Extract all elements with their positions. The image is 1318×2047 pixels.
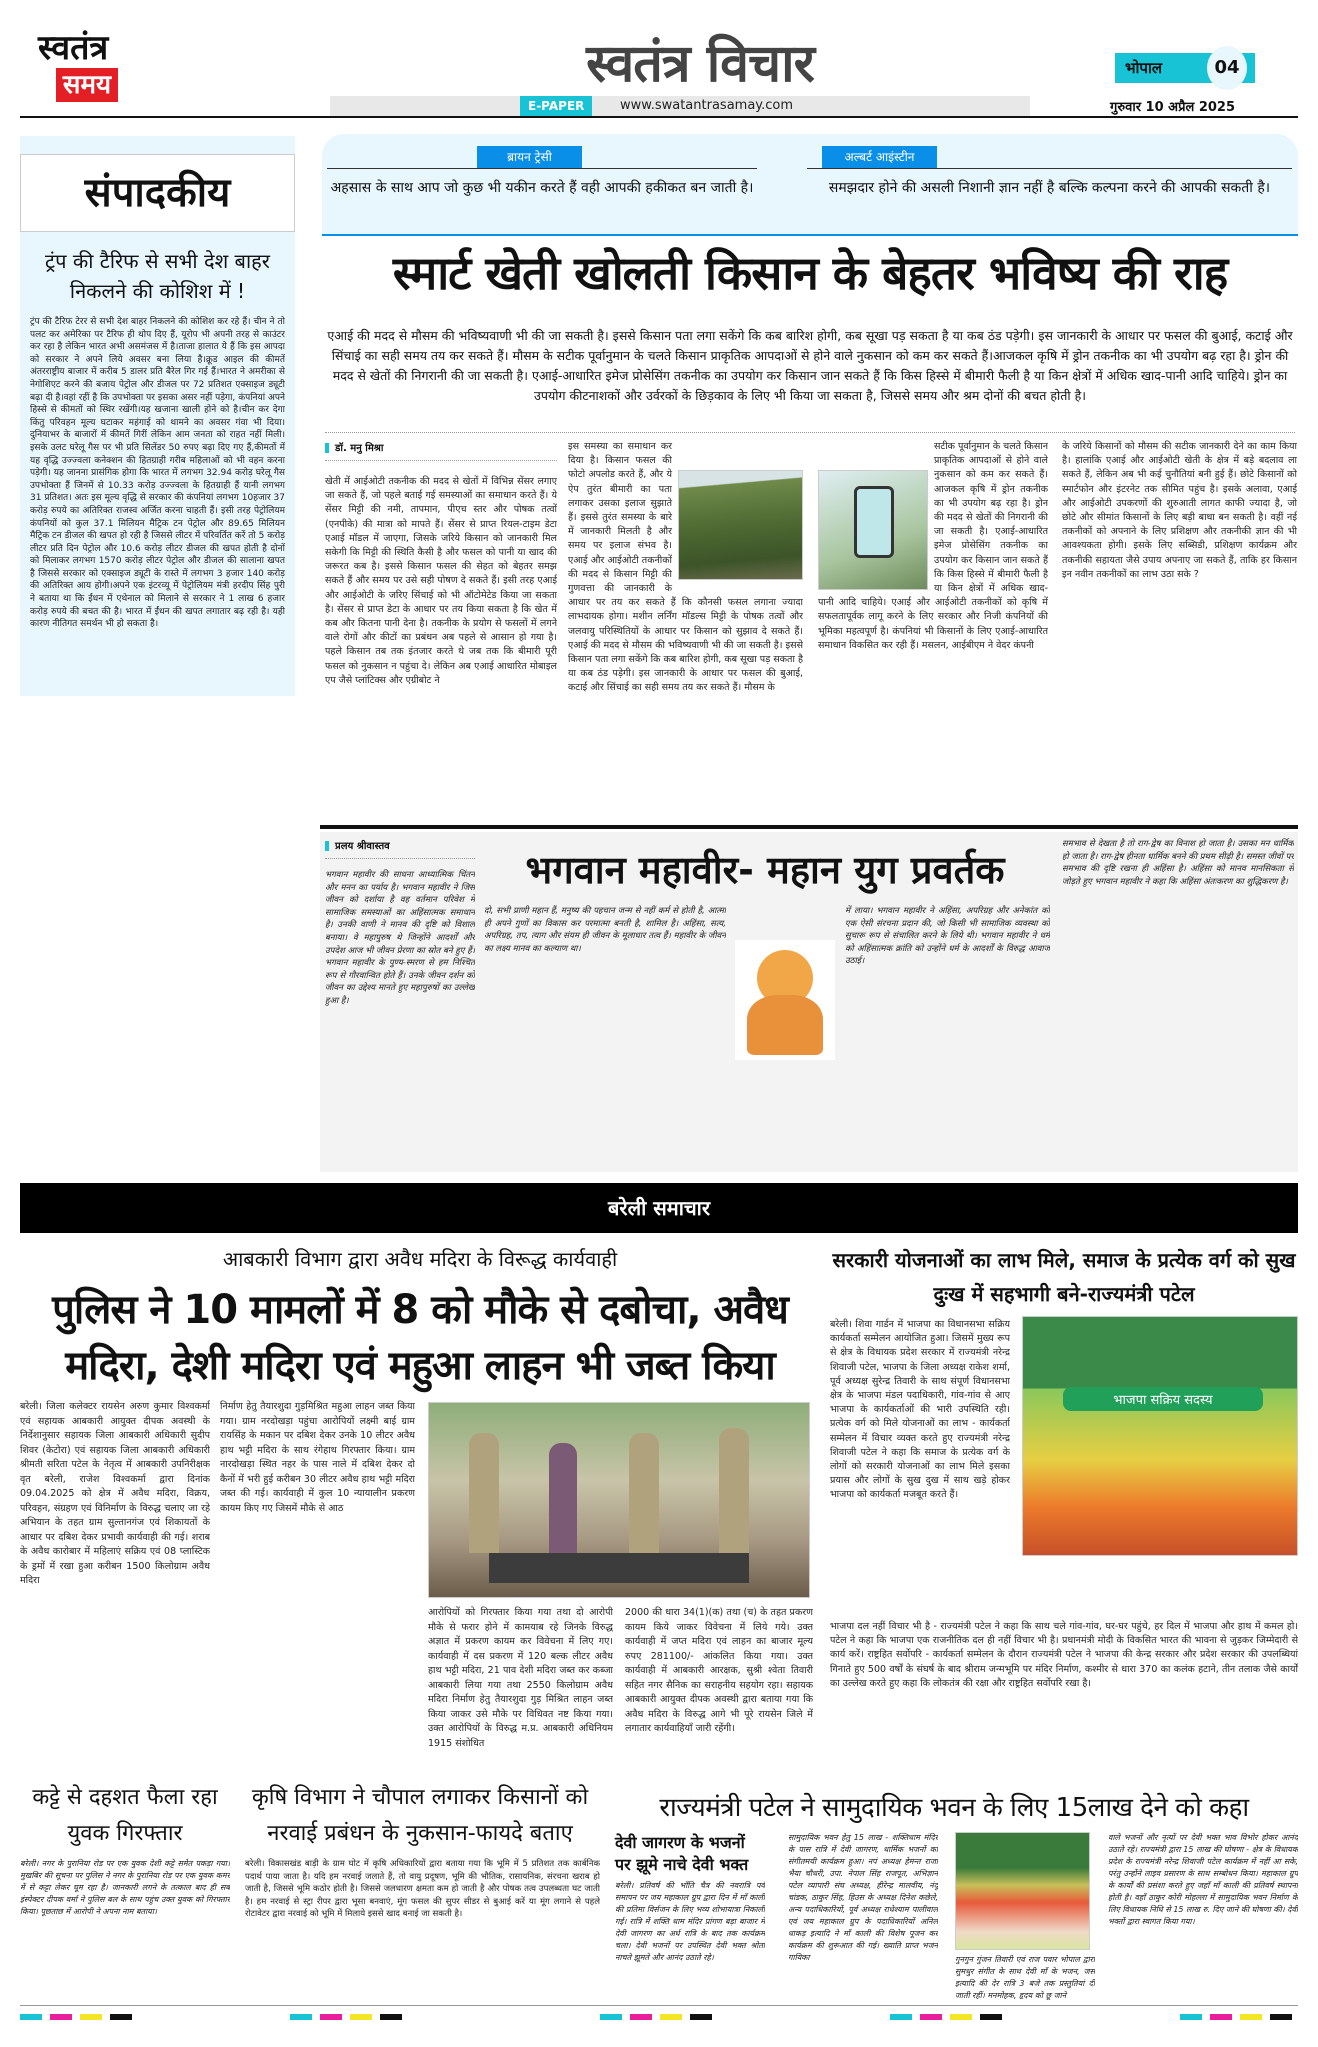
epaper-badge: E-PAPER bbox=[520, 96, 592, 116]
page-number: 04 bbox=[1207, 46, 1247, 90]
lead-byline: डॉ. मनु मिश्रा bbox=[325, 440, 557, 461]
smartphone-farm-photo bbox=[818, 470, 928, 590]
page-title: स्वतंत्र विचार bbox=[586, 34, 814, 94]
story5-subhead: देवी जागरण के भजनों पर झूमे नाचे देवी भक्त bbox=[615, 1833, 749, 1874]
lead-col-2-text: इस समस्या का समाधान कर दिया है। किसान फसल की फोटो अपलोड करते हैं, और ये ऐप तुरंत बीमारी का पता लगाकर उसका इलाज सुझाते हैं। इससे तुरंत समस्या के बारे में जानकारी मिलती है और समय पर इलाज संभव है।एआई और आईओटी तकनीकों की मदद से किसान मिट्टी की गुणवत्ता की जानकारी के आधार पर तय कर सकते हैं कि कौनसी फसल लगाना ज्यादा लाभदायक होगा। मशीन लर्निंग मॉडल्स मिट्टी के पोषक तत्वों और जलवायु परिस्थितियों के आधार पर किसान को सुझाव दे सकते हैं। एआई की मदद से मौसम की भविष्यवाणी भी की जा सकती है। इससे किसान पता लगा सकेंगे कि कब बारिश होगी, कब सूखा पड़ सकता है या कब ठंड पड़ेगी। इस जानकारी के आधार पर फसल की बुआई, कटाई और सिंचाई का सही समय तय कर सकते हैं। मौसम के bbox=[568, 441, 803, 694]
color-registration-marks bbox=[20, 2014, 132, 2020]
story5-headline: राज्यमंत्री पटेल ने सामुदायिक भवन के लिए 15लाख देने को कहा bbox=[659, 1793, 1249, 1823]
lead-col-4-text: के जरिये किसानों को मौसम की सटीक जानकारी देने का काम किया है। हालांकि एआई और आईओटी खेती के क्षेत्र में बड़े बदलाव ला सकते हैं, लेकिन अब भी कई चुनौतियां बनी हुई हैं। छोटे किसानों को स्मार्टफोन और इंटरनेट तक सीमित पहुंच है। इसके अलावा, एआई और आईओटी उपकरणों की शुरुआती लागत काफी ज्यादा है, जो छोटे और सीमांत किसानों के लिए बड़ी बाधा बन सकती है। वहीं नई तकनीकों को अपनाने के लिए प्रशिक्षण और तकनीकी ज्ञान की भी आवश्यकता होगी। इसके लिए सब्सिडी, प्रशिक्षण कार्यक्रम और तकनीकी सहायता जैसे उपाय अपनाए जा सकते हैं, ताकि हर किसान इन नवीन तकनीकों का लाभ उठा सके ? bbox=[1062, 441, 1297, 580]
masthead-rule bbox=[20, 116, 1298, 118]
quote-2 bbox=[807, 146, 1292, 199]
quote-2-author: अल्बर्ट आइंस्टीन bbox=[822, 146, 937, 168]
bjp-banner-text: भाजपा सक्रिय सदस्य bbox=[1063, 1387, 1263, 1411]
bjp-rally-photo bbox=[1022, 1316, 1298, 1556]
footer-rule bbox=[20, 2005, 1298, 2006]
color-registration-marks bbox=[290, 2014, 402, 2020]
edition-city: भोपाल bbox=[1125, 59, 1163, 77]
mahavir-col-1 bbox=[325, 838, 475, 1179]
logo-top: स्वतंत्र bbox=[38, 28, 109, 68]
farm-field-photo bbox=[678, 470, 803, 580]
editorial-headline: ट्रंप की टैरिफ से सभी देश बाहर निकलने की कोशिश में ! bbox=[45, 249, 270, 303]
lead-col-3 bbox=[818, 440, 1048, 820]
quote-2-text: समझदार होने की असली निशानी ज्ञान नहीं है बल्कि कल्पना करने की आपकी सकती है। bbox=[828, 180, 1271, 196]
excise-raid-photo bbox=[428, 1402, 810, 1598]
story1-col-2: निर्माण हेतु तैयारशुदा गुड़मिश्रित महुआ लाहन जब्त किया गया। ग्राम नरदोखड़ा पहुंचा आरोपियों लक्ष्मी बाई ग्राम रायसिंह के मकान पर दबिश देकर उनके 10 लीटर अवैध हाथ भट्टी मदिरा के साथ रंगेहाथ गिरफ्तार किया। ग्राम नारदोखड़ा स्थित नहर के पास नाले में दबिश देकर दो कैनों में भरी हुई करीबन 30 लीटर अवैध हाथ भट्टी मदिरा जब्त की गई। कार्यवाही में कुल 10 न्यायालीन प्रकरण कायम किए गए जिसमें मौके से आठ bbox=[220, 1401, 415, 1514]
quote-1-text: अहसास के साथ आप जो कुछ भी यकीन करते हैं वही आपकी हकीकत बन जाती है। bbox=[330, 180, 754, 196]
editorial-column bbox=[20, 136, 295, 696]
mahavir-byline: प्रलय श्रीवास्तव bbox=[325, 838, 475, 859]
phone-icon bbox=[854, 486, 894, 558]
editorial-section-title: संपादकीय bbox=[20, 154, 295, 232]
masthead-logo bbox=[38, 28, 128, 102]
quote-1-author: ब्रायन ट्रेसी bbox=[477, 146, 582, 168]
story1-headline: पुलिस ने 10 मामलों में 8 को मौके से दबोचा, अवैध मदिरा, देशी मदिरा एवं महुआ लाहन भी जब्त किया bbox=[52, 1287, 788, 1389]
quote-1 bbox=[327, 146, 757, 199]
story1-col-3: आरोपियों को गिरफ्तार किया गया तथा दो आरोपी मौके से फरार होने में कामयाब रहे जिनके विरुद्ध अज्ञात में प्रकरण कायम कर विवेचना में लिए गए। कार्यवाही में दस प्रकरण में 120 बल्क लीटर अवैध हाथ भट्टी मदिरा, 21 पाव देशी मदिरा जब्त कर कब्जा आबकारी लिया गया तथा 2550 किलोग्राम अवैध मदिरा निर्माण हेतु तैयारशुदा गुड़ मिश्रित लाहन जब्त किया जाकर उसे मौके पर विधिवत नष्ट किया गया। उक्त आरोपियों के विरुद्ध म.प्र. आबकारी अधिनियम 1915 संशोधित bbox=[428, 1607, 613, 1749]
color-registration-marks bbox=[600, 2014, 712, 2020]
section-bar bbox=[20, 1183, 1298, 1233]
lead-col-1-text: खेती में आईओटी तकनीक की मदद से खेतों में विभिन्न सेंसर लगाए जा सकते हैं, जो पहले बताई गई समस्याओं का समाधान करते हैं। ये सेंसर मिट्टी की नमी, तापमान, पीएच स्तर और पोषक तत्वों (एनपीके) की मात्रा को मापते हैं। सेंसर से प्राप्त रियल-टाइम डेटा एआई मॉडल में जाएगा, जिसके जरिये किसान को जानकारी मिल सकेगी कि मिट्टी की स्थिति कैसी है और फसल को पानी या खाद की जरूरत कब है। इससे किसान फसल की सेहत को बेहतर समझ सकते हैं और समय पर उसे सही पोषण दे सकते हैं। इसी तरह एआई और आईओटी के जरिए सिंचाई को भी ऑटोमेटेड किया जा सकता है। सेंसर से प्राप्त डेटा के आधार पर तय किया सकता है कि खेत में कब और कितना पानी देना है। तकनीक के प्रयोग से फसलों में लगने वाले रोगों और कीटों का प्रबंधन अब पहले से आसान हो गया है। पहले किसान तब तक इंतजार करते थे जब तक कि बीमारी पूरी फसल को नुकसान न पहुंचा दे। लेकिन अब एआई आधारित मोबाइल एप जैसे प्लांटिक्स और एग्रीबोट ने bbox=[325, 476, 557, 686]
story3-body: बरेली। नगर के पुरानिया रोड पर एक युवक देशी कट्टे समेत पकड़ा गया। मुखबिर की सूचना पर पुलिस ने नगर के पुरानिया रोड पर एक युवक कमर में से कट्टा लेकर घूम रहा है। जानकारी लगने के तत्काल बाद ही सब इंस्पेक्टर दीपक वर्मा ने पुलिस बल के साथ पहुंच उक्त युवक को गिरफ्तार किया। पूछताछ में आरोपी ने अपना नाम बताया। bbox=[20, 1859, 230, 1916]
website-link[interactable]: www.swatantrasamay.com bbox=[620, 98, 794, 113]
story5-col-1: बरेली। प्रतिवर्ष की भाँति चैत्र की नवरात्रि पर्व समापन पर जय महाकाल ग्रुप द्वारा दिन में माँ काली की प्रतिमा विर्सजन के लिए भव्य शोभायात्रा निकाली गई। रात्रि में शक्ति धाम मंदिर प्रांगण बड़ा बाजार में देवी जागरण का अर्ध रात्रि के बाद तक कार्यक्रम चला। देवी भजनों पर उपस्थित देवी भक्त श्रोता नाचते झूमते और आनंद उठाते रहे। bbox=[615, 1881, 765, 1962]
lead-headline: स्मार्ट खेती खोलती किसान के बेहतर भविष्य की राह bbox=[392, 246, 1228, 300]
color-registration-marks bbox=[1180, 2014, 1292, 2020]
mahavir-col-2-text: दो, सभी प्राणी महान हैं, मनुष्य की पहचान जन्म से नहीं कर्म से होती है, आत्मा ही अपने गुणों का विकास कर परमात्मा बनती है, शामिल है। अहिंसा, सत्य, अपरिग्रह, तप, त्याग और संयम ही जीवन के मूलाधार तत्व हैं। महावीर के जीवन का लक्ष्य मानव का कल्याण था। bbox=[484, 906, 726, 954]
lead-col-1 bbox=[325, 440, 557, 795]
story2-wide: भाजपा दल नहीं विचार भी है - राज्यमंत्री पटेल ने कहा कि साथ चले गांव-गांव, घर-घर पहुंचे, हर दिल में भाजपा और हाथ में कमल हो। पटेल ने कहा कि भाजपा एक राजनीतिक दल ही नहीं विचार भी है। प्रधानमंत्री मोदी के विकसित भारत की भावना से जुड़कर जिम्मेदारी से कार्य करें। राष्ट्रहित सर्वोपरि - कार्यकर्ता सम्मेलन के दौरान राज्यमंत्री पटेल ने भाजपा की केन्द्र सरकार और प्रदेश सरकार की उपलब्धियां गिनाते हुए 500 वर्षों के संघर्ष के बाद श्रीराम जन्मभूमि पर मंदिर निर्माण, कश्मीर से धारा 370 का कलंक हटाने, तीन तलाक जैसे कार्यों का उल्लेख करते हुए कहा कि लोकतंत्र की रक्षा और राष्ट्रहित सर्वोपरि रखा है। bbox=[830, 1621, 1298, 1689]
lead-intro: एआई की मदद से मौसम की भविष्यवाणी भी की जा सकती है। इससे किसान पता लगा सकेंगे कि कब बारिश होगी, कब सूखा पड़ सकता है या कब ठंड पड़ेगी। इस जानकारी के आधार पर फसल की बुआई, कटाई और सिंचाई का सही समय तय कर सकते हैं। मौसम के सटीक पूर्वानुमान के चलते किसान प्राकृतिक आपदाओं से होने वाले नुकसान को कम कर सकते हैं।आजकल कृषि में ड्रोन तकनीक का भी उपयोग बढ़ रहा है। ड्रोन की मदद से खेतों की निगरानी की जा सकती है। एआई-आधारित इमेज प्रोसेसिंग तकनीक का उपयोग कर किसान जान सकते हैं कि किस हिस्से में बीमारी फैली है या किन क्षेत्रों में अधिक खाद-पानी आदि चाहिये। ड्रोन का उपयोग कीटनाशकों और उर्वरकों के छिड़काव के लिए भी किया जा सकता है, जिससे समय और श्रम दोनों की बचत होती है। bbox=[327, 328, 1293, 403]
story4-body: बरेली। विकासखंड बाड़ी के ग्राम घोट में कृषि अधिकारियों द्वारा बताया गया कि भूमि में 5 प्रतिशत तक कार्बनिक पदार्थ पाया जाता है। यदि हम नरवाई जलाते हैं, तो वायु प्रदूषण, भूमि की भौतिक, रासायनिक, संरचना खराब हो जाती है, जिससे भूमि कठोर होती है। जिससे जलधारण क्षमता कम हो जाती है और पोषक तत्व उपलब्धता घट जाती है। हम नरवाई से स्ट्रा रीपर द्वारा भूसा बनवाएं, मूंग फसल की सुपर सीडर से बुआई करें या मूंग लगाने से पहले रोटावेटर द्वारा नरवाई को भूमि में मिलाये इससे खाद बनाई जा सकती है। bbox=[245, 1859, 600, 1919]
issue-date: गुरुवार 10 अप्रैल 2025 bbox=[1110, 100, 1235, 115]
story5-col-2: सामुदायिक भवन हेतु 15 लाख - शक्तिधाम मंदिर के पास रात्रि में देवी जागरण, धार्मिक भजनों का संगीतमयी कार्यक्रम हुआ। नपं अध्यक्ष हेमन्त राजा भैया चौधरी, उपा. नेपाल सिंह राजपूत, अभिज्ञान पटेल व्यापारी संघ अध्यक्ष, हीरेन्द्र मालवीय, नंदू चांडक, ठाकुर सिंह, हिउस के अध्यक्ष दिनेश कछेले, अन्य पदाधिकारियों, पूर्व अध्यक्ष राधेश्याम पालीवाल एवं जय महाकाल ग्रुप के पदाधिकारियों अनिल धाकड़ इत्यादि ने माँ काली की विशेष पूजन कर कार्यक्रम की शुरूआत की गई। ख्याति प्राप्त भजन गायिका bbox=[788, 1833, 938, 1962]
story1-col-4: 2000 की धारा 34(1)(क) तथा (च) के तहत प्रकरण कायम किये जाकर विवेचना में लिये गये। उक्त कार्यवाही में जप्त मदिरा एवं लाहन का बाजार मूल्य रुपए 281100/- आंकलित किया गया। उक्त कार्यवाही में आबकारी आरक्षक, सुश्री श्वेता तिवारी सहित नगर सैनिक का सराहनीय सहयोग रहा। सहायक आबकारी आयुक्त दीपक अवस्थी द्वारा बताया गया कि अवैध मदिरा के विरुद्ध आगे भी पूरे रायसेन जिले में लगातार कार्यवाहियाँ जारी रहेंगी। bbox=[625, 1607, 813, 1734]
section-rule bbox=[320, 825, 1298, 829]
story2-headline: सरकारी योजनाओं का लाभ मिले, समाज के प्रत्येक वर्ग को सुख दुःख में सहभागी बने-राज्यमंत्री पटेल bbox=[832, 1248, 1296, 1306]
editorial-body: ट्रंप की टैरिफ टेरर से सभी देश बाहर निकलने की कोशिश कर रहे हैं। चीन ने तो पलट कर अमेरिका पर टैरिफ ही थोप दिए हैं, यूरोप भी अपनी तरह से काउंटर कर रहा है लेकिन भारत अभी असमंजस में है।ताजा हालात ये हैं कि इस आपदा को सरकार ने अपने लिये अवसर बना लिया है।क्रूड आइल की कीमतें अंतरराष्ट्रीय बाजार में करीब 5 डालर प्रति बैरेल गिर गई हैं।भारत ने अमरीका से नेगोशिएट करने की बजाय पेट्रोल और डीजल पर 72 प्रतिशत एक्साइज ड्यूटी बढ़ा दी है।वहां रहीं है कि उपभोक्ता पर इसका असर नहीं पड़ेगा, कंपनियां अपने हिस्से से कीमतों को स्थिर रखेंगी।यह खजाना खाली होने को है।चीन कर देगा किंतु परिवहन मूल्य घटाकर महंगाई को थामने का अवसर गंवा भी दिया।दुनियाभर के बाजारों में कीमतें गिरीं लेकिन आम जनता को राहत नहीं मिली।इसके उलट घरेलू गैस पर भी प्रति सिलेंडर 50 रुपए बढ़ा दिए गए हैं,कीमतों में यह वृद्धि उज्ज्वला कनेक्शन की हितग्राही गरीब महिलाओं को भी वहन करना पड़ेगी। यह जानना प्रासंगिक होगा कि भारत में लगभग 32.94 करोड़ घरेलू गैस उपभोक्ता हैं जिनमें से 10.33 करोड़ उज्ज्वला के हितग्राही हैं यानी लगभग 31 प्रतिशत। अतः इस मूल्य वृद्धि से सरकार की कंपनियां लगभग 10हजार 37 करोड़ रुपये का अतिरिक्त राजस्व अर्जित करना चाहती हैं। इसी तरह पेट्रोलियम कंपनियों को कुल 37.1 मिलियन मैट्रिक टन पेट्रोल और 89.65 मिलियन मैट्रिक टन डीजल की खपत हो रही है जिससे लीटर में परिवर्तित करें तो 5 करोड़ लीटर प्रति दिन पेट्रोल और 10.6 करोड़ लीटर डीजल की खपत होती है दोनों को मिलाकर लगभग 1570 करोड़ लीटर पेट्रोल और डीजल की सालाना खपत है जिससे सरकार को एक्साइज ड्यूटी के रास्ते में लगभग 3 हजार 140 करोड़ की अतिरिक्त आय होगी।अपने एक इंटरव्यू में पेट्रोलियम मंत्री हरदीप सिंह पुरी ने बताया था कि ईंधन में एथेनाल को मिलाने से सरकार ने 1 लाख 6 हजार करोड़ रुपये की बचत की है। भारत में ईंधन की खपत लगातार बढ़ रही है। यही कारण नीतिगत समर्थन भी हो सकता है। bbox=[30, 317, 285, 630]
epaper-bar bbox=[330, 96, 1030, 116]
mahavir-col-4-text: समभाव से देखता है तो राग-द्वेष का विनाश हो जाता है। उसका मन धार्मिक हो जाता है। राग-द्वेष हीनता धार्मिक बनने की प्रथम सीढ़ी है। समस्त जीवों पर समभाव की दृष्टि रखना ही अहिंसा है। अहिंसा को मानव मानसिकता से जोड़ते हुए भगवान महावीर ने कहा कि अहिंसा अंतःकरण का शुद्धिकरण है। bbox=[1062, 839, 1294, 887]
story5-col-4: वाले भजनों और नृत्यों पर देवी भक्त भाव विभोर होकर आनंद उठाते रहे। राज्यमंत्री द्वारा 15 लाख की घोषणा - क्षेत्र के विधायक प्रदेश के राज्यमंत्री नरेन्द्र शिवाजी पटेल कार्यक्रम में नहीं आ सके, परंतु उन्होंने लाइव प्रसारण के साथ सम्बोधन किया। महाकाल ग्रुप के कार्यों की प्रसंशा करते हुए जहाँ माँ काली की प्रतिवर्ष स्थापना होती है। वहाँ ठाकुर कोरी मोहल्ला में सामुदायिक भवन निर्माण के लिए विधायक निधि से 15 लाख रु. दिए जाने की घोषणा की। देवी भक्तों द्वारा स्वागत किया गया। bbox=[1108, 1833, 1298, 1926]
edition-box bbox=[1115, 53, 1255, 83]
devi-jagran-photo bbox=[955, 1832, 1090, 1950]
mahavir-idol-image bbox=[735, 940, 835, 1060]
mahavir-headline: भगवान महावीर- महान युग प्रवर्तक bbox=[525, 848, 1005, 892]
lead-col-4 bbox=[1062, 440, 1297, 816]
mahavir-col-3-text: में लाया। भगवान महावीर ने अहिंसा, अपरिग्रह और अनेकांत को एक ऐसी संरचना प्रदान की, जो किसी भी सामाजिक व्यवस्था को सुचारू रूप से संचालित करने के लिये थी। भगवान महावीर ने धर्म को अहिंसात्मक क्रांति को उन्होंने धर्म के आदर्शों के विरुद्ध आवाज उठाई। bbox=[845, 906, 1050, 967]
story4-headline: कृषि विभाग ने चौपाल लगाकर किसानों को नरवाई प्रबंधन के नुकसान-फायदे बताए bbox=[251, 1785, 589, 1846]
mahavir-col-1-text: भगवान महावीर की साधना आध्यात्मिक चिंतन और मनन का पर्याय है। भगवान महावीर ने जिस जीवन को दर्शाया है वह वर्तमान परिवेश में सामाजिक समस्याओं का अहिंसात्मक समाधान है। उनकी वाणी ने मानव की दृष्टि को विशाल बनाया। वे महापुरुष थे जिन्होंने आदर्शों और उपदेश आज भी जीवन प्रेरणा का स्रोत बने हुए हैं। भगवान महावीर के पुण्य-स्मरण से हम निश्चित रूप से गौरवान्वित होते हैं। उनके जीवन दर्शन को जीवन का उद्देश्य मानते हुए महापुरुषों का उल्लेख हुआ है। bbox=[325, 870, 475, 1006]
lead-col-2 bbox=[568, 440, 803, 820]
section-bar-label: बरेली समाचार bbox=[607, 1196, 711, 1220]
quotes-box bbox=[322, 134, 1298, 236]
story2-col: बरेली। शिवा गार्डन में भाजपा का विधानसभा सक्रिय कार्यकर्ता सम्मेलन आयोजित हुआ। जिसमें मुख्य रूप से क्षेत्र के विधायक प्रदेश सरकार में राज्यमंत्री नरेन्द्र शिवाजी पटेल, भाजपा के जिला अध्यक्ष राकेश शर्मा, पूर्व अध्यक्ष सुरेन्द्र तिवारी के साथ संपूर्ण विधानसभा क्षेत्र के भाजपा मंडल पदाधिकारी, गांव-गांव से आए भाजपा के कार्यकर्ताओं की भारी उपस्थिति रही। प्रत्येक वर्ग को मिले योजनाओं का लाभ - कार्यकर्ता सम्मेलन में विचार व्यक्त करते हुए राज्यमंत्री नरेन्द्र शिवाजी पटेल ने कहा कि समाज के प्रत्येक वर्ग के लोगों को सरकारी योजनाओं का लाभ मिले इसका प्रयास और लोगों के सुख दुख में साथ खड़े होकर भाजपा को कार्यकर्ता मजबूत करते हैं। bbox=[830, 1319, 1010, 1501]
color-registration-marks bbox=[890, 2014, 1002, 2020]
lead-col-3-text: सटीक पूर्वानुमान के चलते किसान प्राकृतिक आपदाओं से होने वाले नुकसान को कम कर सकते हैं। आजकल कृषि में ड्रोन तकनीक का भी उपयोग बढ़ रहा है। ड्रोन की मदद से खेतों की निगरानी की जा सकती है। एआई-आधारित इमेज प्रोसेसिंग तकनीक का उपयोग कर किसान जान सकते हैं कि किस हिस्से में बीमारी फैली है या किन क्षेत्रों में अधिक खाद-पानी आदि चाहिये। एआई और आईओटी तकनीकों को कृषि में सफलतापूर्वक लागू करने के लिए सरकार और निजी कंपनियों की भूमिका महत्वपूर्ण है। कंपनियां भी किसानों के लिए एआई-आधारित समाधान विकसित कर रही हैं। मसलन, आईबीएम ने वेदर कंपनी bbox=[818, 441, 1048, 651]
story1-col-1: बरेली। जिला कलेक्टर रायसेन अरुण कुमार विश्वकर्मा एवं सहायक आबकारी आयुक्त दीपक अवस्थी के निर्देशानुसार सहायक जिला आबकारी अधिकारी सुदीप शिवर (केटोरा) एवं सहायक जिला आबकारी अधिकारी श्रीमती सरिता पटेल के नेतृत्व में आबकारी उपनिरीक्षक वृत बरेली, राजेश विश्वकर्मा द्वारा दिनांक 09.04.2025 को क्षेत्र में अवैध मदिरा, विक्रय, परिवहन, संग्रहण एवं विनिर्माण के विरुद्ध चलाए जा रहे अभियान के तहत ग्राम सुल्तानगंज एवं शिकायतों के आधार पर दबिश देकर प्रभावी कार्यवाही की गई। शराब के अवैध कारोबार में महिलाएं सक्रिय एवं 08 प्लास्टिक के ड्रमों में रखा हुआ करीबन 1500 किलोग्राम अवैध मदिरा bbox=[20, 1401, 210, 1586]
story5-col-3: गुनगुन गुंजन तिवारी एवं राज पवार भोपाल द्वारा सुमधुर संगीत के साथ देवी माँ के भजन, जस इत्यादि की देर रात्रि 3 बजे तक प्रस्तुतियां दी जाती रहीं। मनमोहक, हृदय को छू जाने bbox=[955, 1955, 1095, 2000]
story1-kicker: आबकारी विभाग द्वारा अवैध मदिरा के विरूद्ध कार्यवाही bbox=[222, 1247, 618, 1271]
logo-bottom: समय bbox=[56, 68, 118, 102]
story3-headline: कट्टे से दहशत फैला रहा युवक गिरफ्तार bbox=[32, 1785, 218, 1846]
